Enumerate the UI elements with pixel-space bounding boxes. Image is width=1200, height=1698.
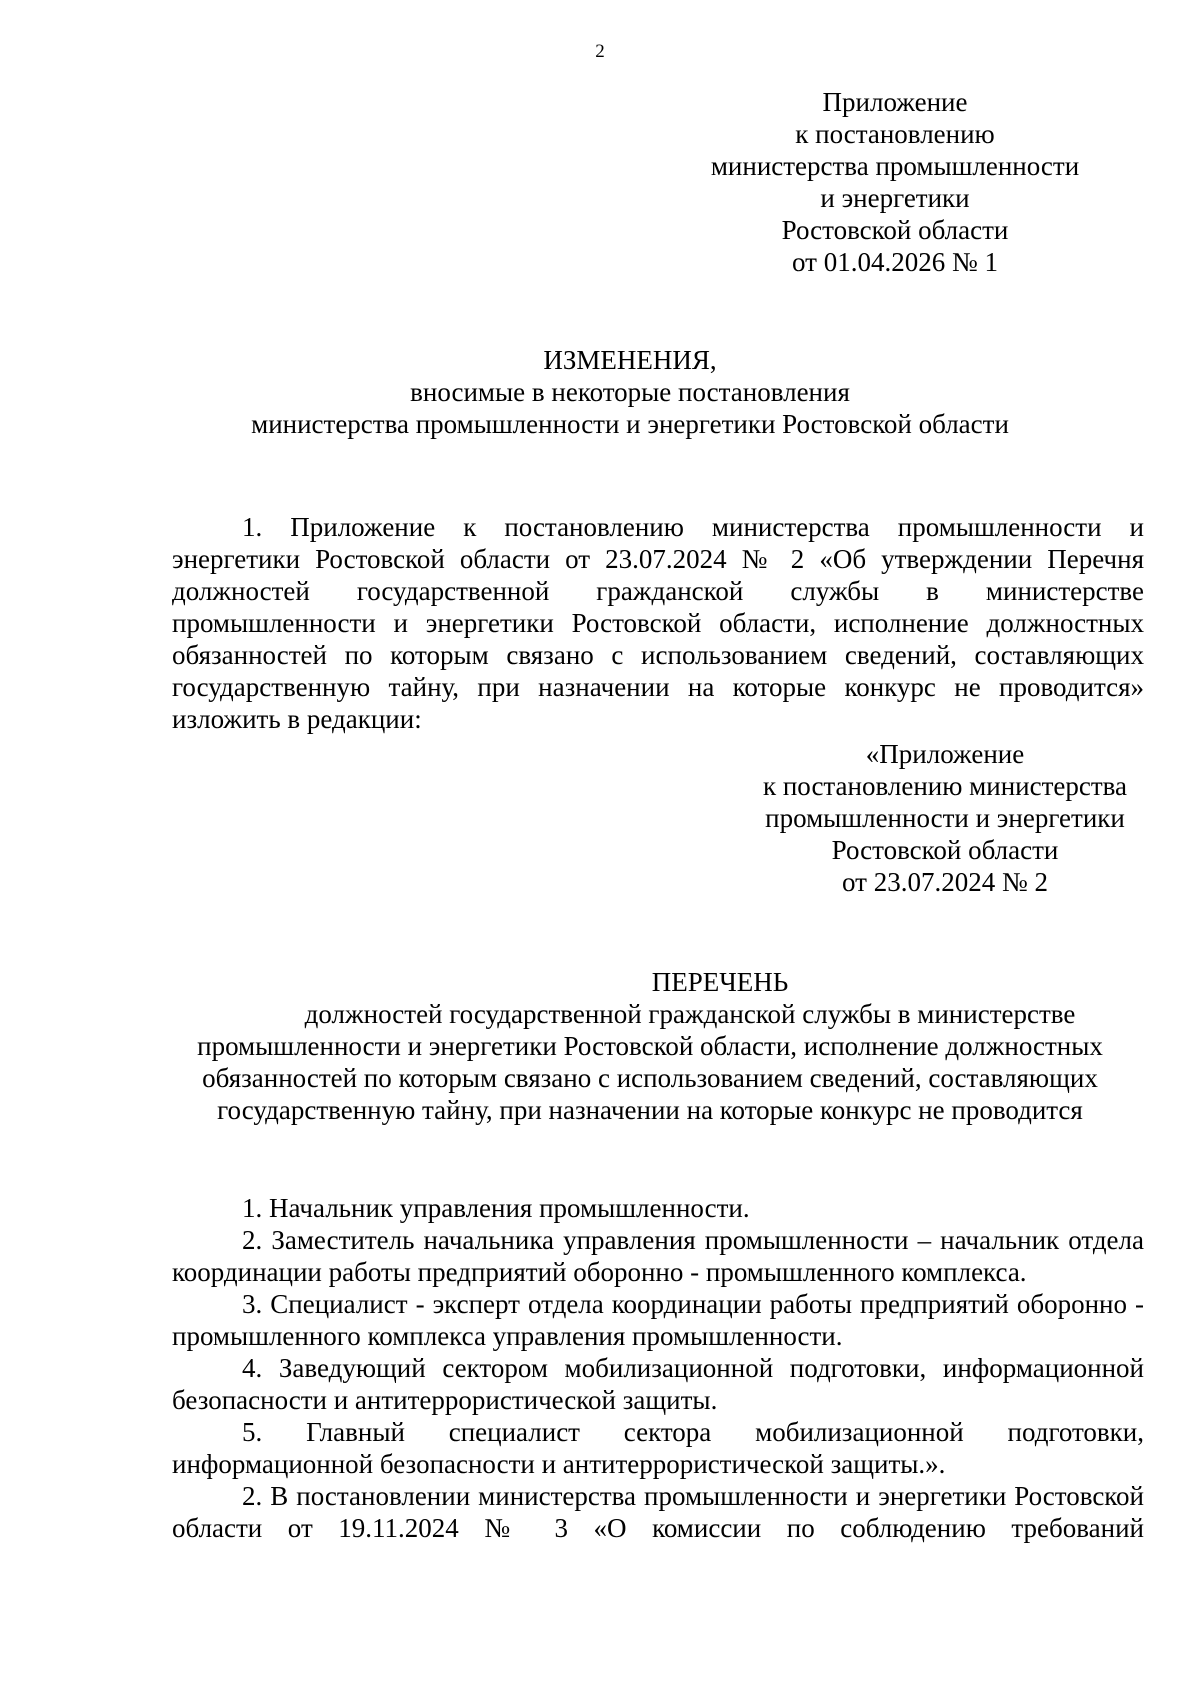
paragraph-1 — [172, 511, 1144, 735]
list-heading: ПЕРЕЧЕНЬ — [651, 967, 789, 997]
list-item: 3. Специалист - эксперт отдела координации работы предприятий оборонно - промышленного комплекса управления промышленности. — [172, 1289, 1144, 1351]
positions-list — [172, 1192, 1144, 1544]
appendix-line: министерства промышленности — [710, 151, 1080, 181]
quoted-appendix-line: к постановлению министерства — [762, 771, 1128, 801]
list-title-line: промышленности и энергетики Ростовской области, исполнение должностных — [197, 1031, 1103, 1061]
list-title — [160, 966, 1140, 1126]
appendix-line: Ростовской области — [781, 215, 1009, 245]
quoted-appendix-line: промышленности и энергетики — [765, 803, 1125, 833]
title-heading: ИЗМЕНЕНИЯ, — [543, 345, 717, 375]
title-line: министерства промышленности и энергетики Ростовской области — [251, 409, 1009, 439]
quoted-appendix-header — [740, 738, 1150, 898]
list-title-line: обязанностей по которым связано с использованием сведений, составляющих — [202, 1063, 1098, 1093]
list-item: 5. Главный специалист сектора мобилизационной подготовки, информационной безопасности и антитеррористической защиты.». — [172, 1417, 1144, 1479]
list-item: 1. Начальник управления промышленности. — [242, 1193, 750, 1223]
page-number: 2 — [595, 41, 605, 62]
quoted-appendix-line: «Приложение — [865, 739, 1025, 769]
appendix-line: Приложение — [822, 87, 968, 117]
list-item: 2. Заместитель начальника управления промышленности – начальник отдела координации работы предприятий оборонно - промышленного комплекса. — [172, 1225, 1144, 1287]
list-item: 2. В постановлении министерства промышленности и энергетики Ростовской области от 19.11.2024 № 3 «О комиссии по соблюдению требований — [172, 1481, 1144, 1543]
appendix-line: к постановлению — [795, 119, 995, 149]
document-title — [170, 344, 1090, 440]
quoted-appendix-line: от 23.07.2024 № 2 — [842, 867, 1048, 897]
appendix-line: и энергетики — [820, 183, 970, 213]
list-item: 4. Заведующий сектором мобилизационной подготовки, информационной безопасности и антитеррористической защиты. — [172, 1353, 1144, 1415]
list-title-line: должностей государственной гражданской службы в министерстве — [304, 999, 1076, 1029]
paragraph-1-text: 1. Приложение к постановлению министерства промышленности и энергетики Ростовской области от 23.07.2024 № 2 «Об утверждении Перечня должностей государственной гражданской службы в министерстве промышленности и энергетики Ростовской области, исполнение должностных обязанностей по которым связано с использованием сведений, составляющих государственную тайну, при назначении на которые конкурс не проводится» изложить в редакции: — [172, 512, 1144, 734]
title-line: вносимые в некоторые постановления — [410, 377, 850, 407]
appendix-header — [690, 86, 1100, 278]
quoted-appendix-line: Ростовской области — [831, 835, 1059, 865]
list-title-line: государственную тайну, при назначении на которые конкурс не проводится — [217, 1095, 1083, 1125]
appendix-line: от 01.04.2026 № 1 — [792, 247, 998, 277]
